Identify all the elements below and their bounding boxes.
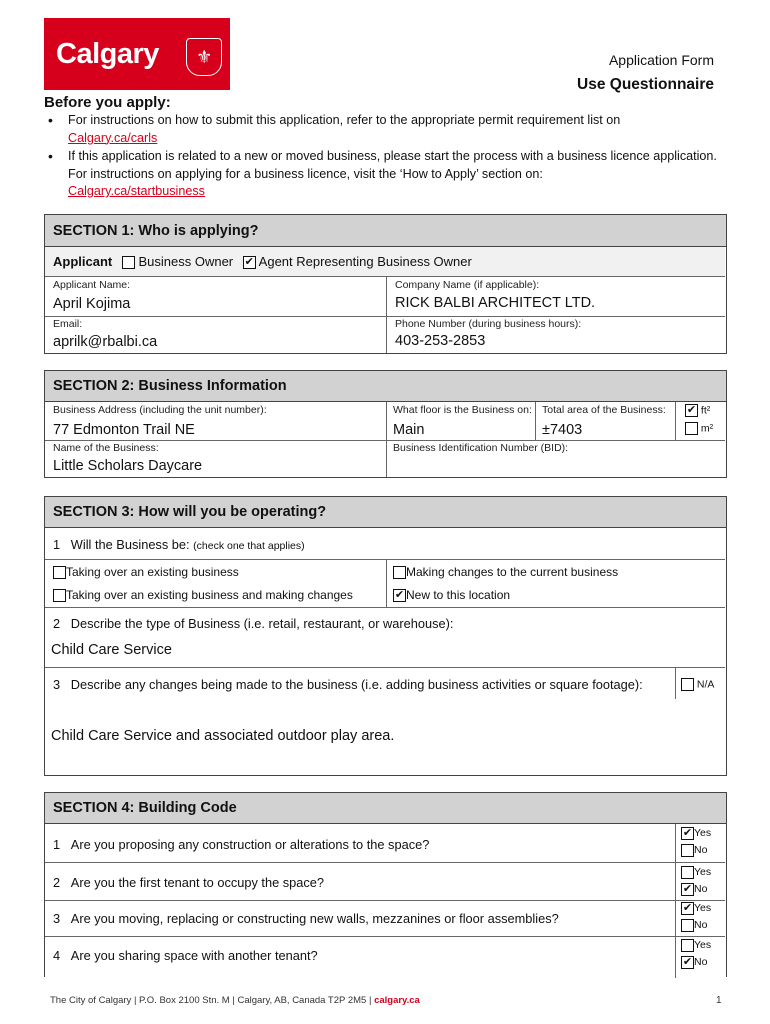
making-changes-checkbox[interactable]	[393, 566, 406, 579]
no-checkbox[interactable]: ✔	[682, 955, 693, 968]
option-taking-over: Taking over an existing business	[53, 565, 239, 579]
unit-ft2: ✔ ft²	[686, 404, 711, 417]
new-location-checkbox[interactable]: ✔	[394, 589, 405, 602]
section-2-title: SECTION 2: Business Information	[45, 371, 726, 402]
applicant-row	[45, 247, 725, 277]
page-number: 1	[716, 995, 722, 1006]
yes-checkbox[interactable]: ✔	[682, 901, 693, 914]
list-item: • For instructions on how to submit this application, refer to the appropriate permit requirement list on Calgary.ca/carls	[44, 112, 734, 147]
option-making-changes: Making changes to the current business	[393, 565, 618, 579]
agent-label: Agent Representing Business Owner	[258, 254, 472, 269]
business-name-field[interactable]: Little Scholars Daycare	[53, 458, 203, 474]
q4-3-options: ✔ Yes No	[682, 901, 712, 931]
ft2-checkbox[interactable]: ✔	[686, 404, 697, 416]
q4-3-text: 3 Are you moving, replacing or constructing new walls, mezzanines or floor assemblies?	[53, 911, 559, 926]
applicant-name-label: Applicant Name:	[53, 279, 131, 291]
carls-link[interactable]: Calgary.ca/carls	[68, 130, 158, 145]
q4-2-text: 2 Are you the first tenant to occupy the space?	[53, 875, 325, 890]
q4-4-options: Yes ✔ No	[682, 939, 712, 968]
section-1-title: SECTION 1: Who is applying?	[45, 215, 726, 247]
q4-4-text: 4 Are you sharing space with another tenant?	[53, 948, 318, 963]
yes-checkbox[interactable]: ✔	[682, 826, 693, 839]
email-field[interactable]: aprilk@rbalbi.ca	[53, 334, 158, 350]
applicant-name-field[interactable]: April Kojima	[53, 296, 131, 312]
business-owner-label: Business Owner	[138, 254, 234, 269]
applicant-label: Applicant	[53, 254, 113, 269]
startbusiness-link[interactable]: Calgary.ca/startbusiness	[68, 184, 205, 198]
footer-link[interactable]: calgary.ca	[374, 995, 420, 1006]
email-label: Email:	[53, 318, 83, 330]
section-4-title: SECTION 4: Building Code	[45, 793, 726, 824]
q2-text: 2 Describe the type of Business (i.e. retail, restaurant, or warehouse):	[53, 616, 454, 631]
taking-over-checkbox[interactable]	[53, 566, 66, 579]
na-checkbox[interactable]	[681, 678, 694, 691]
bid-label: Business Identification Number (BID):	[393, 442, 569, 454]
footer-text: The City of Calgary | P.O. Box 2100 Stn. M | Calgary, AB, Canada T2P 2M5 |	[50, 995, 375, 1006]
form-label: Application Form	[608, 52, 714, 68]
area-field[interactable]: ±7403	[542, 422, 583, 438]
phone-field[interactable]: 403-253-2853	[395, 333, 486, 349]
option-new-location: ✔ New to this location	[394, 588, 511, 602]
option-taking-over-changes: Taking over an existing business and making changes	[53, 588, 353, 602]
agent-checkbox[interactable]: ✔	[244, 256, 254, 269]
q4-1-text: 1 Are you proposing any construction or alterations to the space?	[53, 837, 430, 852]
q4-2-options: Yes ✔ No	[682, 866, 712, 895]
section-1	[44, 214, 727, 354]
unit-m2: m²	[685, 422, 713, 435]
city-crest-icon: ⚜	[186, 38, 222, 76]
business-address-label: Business Address (including the unit number):	[53, 404, 267, 416]
phone-label: Phone Number (during business hours):	[395, 318, 582, 330]
instructions-list	[44, 112, 734, 202]
business-owner-checkbox[interactable]	[122, 256, 135, 269]
business-address-field[interactable]: 77 Edmonton Trail NE	[53, 422, 195, 438]
brand-name: Calgary	[56, 37, 159, 70]
calgary-logo	[44, 18, 230, 90]
na-option: N/A	[681, 678, 714, 691]
form-title: Use Questionnaire	[577, 76, 714, 93]
section-3-title: SECTION 3: How will you be operating?	[45, 497, 726, 528]
yes-checkbox[interactable]	[681, 866, 694, 879]
yes-checkbox[interactable]	[681, 939, 694, 952]
floor-label: What floor is the Business on:	[393, 404, 532, 416]
business-type-field[interactable]: Child Care Service	[51, 642, 172, 658]
company-label: Company Name (if applicable):	[395, 279, 540, 291]
m2-checkbox[interactable]	[685, 422, 698, 435]
no-checkbox[interactable]	[681, 844, 694, 857]
no-checkbox[interactable]: ✔	[682, 882, 693, 895]
section-3	[44, 496, 727, 776]
business-name-label: Name of the Business:	[53, 442, 159, 454]
before-title: Before you apply:	[44, 94, 171, 111]
q4-1-options: ✔ Yes No	[682, 826, 712, 856]
area-label: Total area of the Business:	[542, 404, 666, 416]
company-field[interactable]: RICK BALBI ARCHITECT LTD.	[395, 295, 596, 311]
taking-over-changes-checkbox[interactable]	[53, 589, 66, 602]
footer	[50, 995, 420, 1006]
list-item: • If this application is related to a new or moved business, please start the process with a business licence application. For instructions on applying for a business licence, visit the ‘How to Apply’ section on: Calgary.ca/startbusiness	[44, 148, 734, 201]
q3-text: 3 Describe any changes being made to the business (i.e. adding business activities or square footage):	[53, 677, 643, 692]
floor-field[interactable]: Main	[393, 422, 425, 438]
q1-text: 1 Will the Business be: (check one that applies)	[53, 537, 305, 552]
changes-field[interactable]: Child Care Service and associated outdoor play area.	[51, 728, 395, 744]
section-4	[44, 792, 727, 977]
no-checkbox[interactable]	[681, 919, 694, 932]
section-2	[44, 370, 727, 478]
